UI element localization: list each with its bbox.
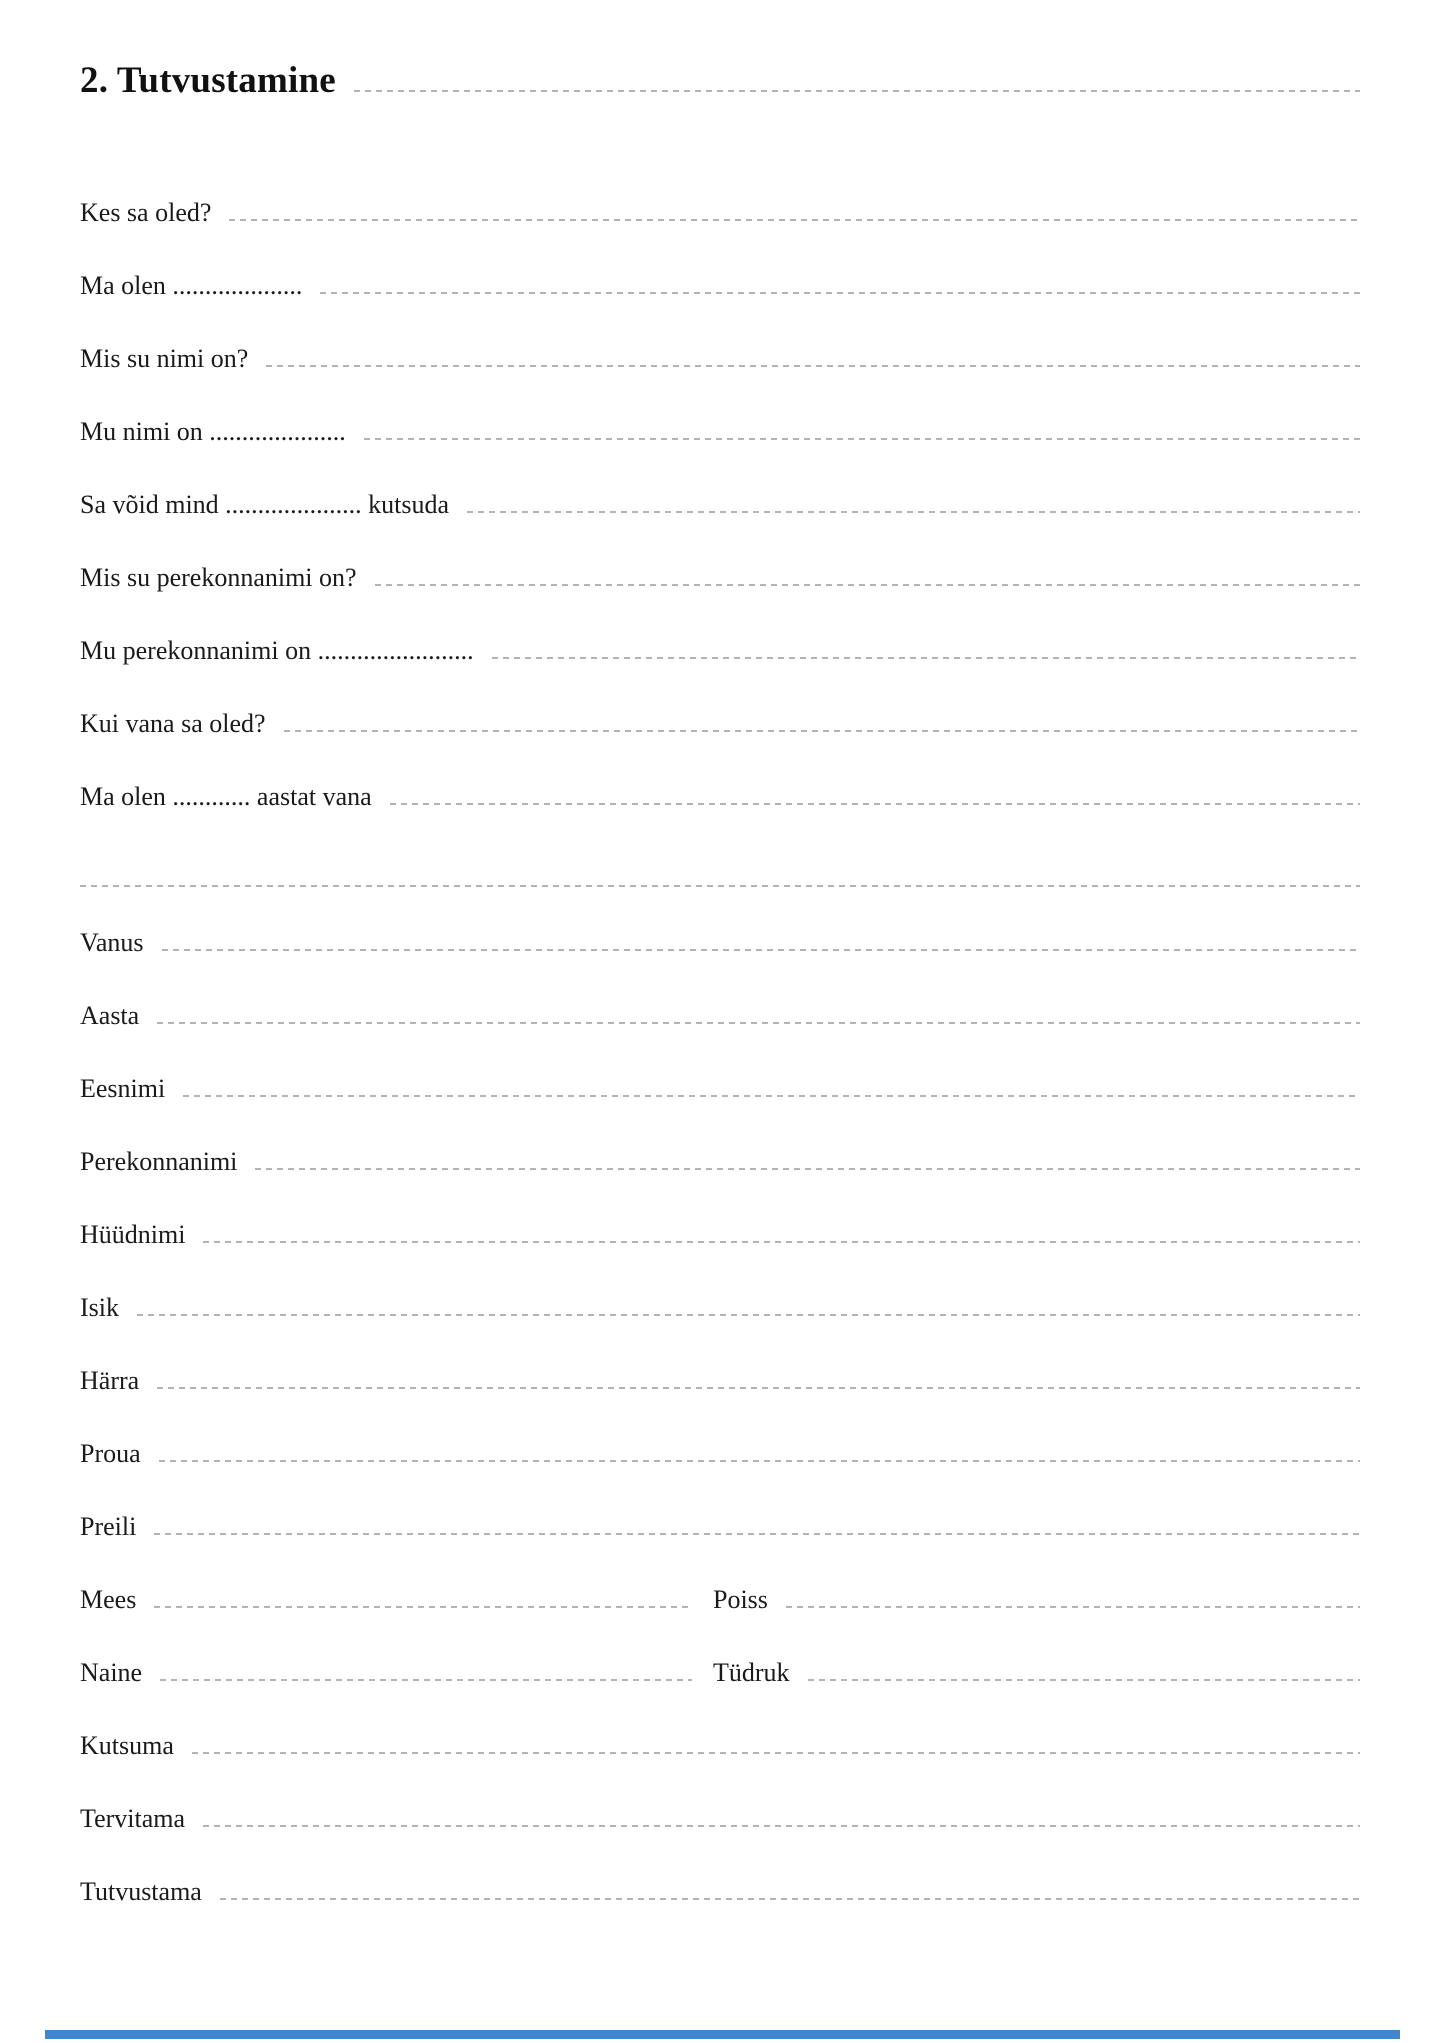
dotted-line — [492, 657, 1360, 659]
row-label: Mees — [80, 1585, 137, 1614]
worksheet-row — [80, 561, 1360, 634]
pair-right-cell — [713, 1656, 1360, 1729]
worksheet-row — [80, 1218, 1360, 1291]
dotted-line — [162, 949, 1360, 951]
dotted-line — [266, 365, 1360, 367]
row-label: Eesnimi — [80, 1074, 166, 1103]
heading-dotted-line — [354, 90, 1360, 92]
worksheet-row — [80, 999, 1360, 1072]
worksheet-row — [80, 1291, 1360, 1364]
dotted-line — [137, 1314, 1360, 1316]
row-label: Mis su perekonnanimi on? — [80, 563, 357, 592]
dotted-line — [364, 438, 1360, 440]
section-heading-row — [80, 0, 1360, 103]
worksheet-row — [80, 780, 1360, 853]
empty-divider-row — [80, 853, 1360, 926]
dotted-line — [808, 1679, 1360, 1681]
worksheet-row — [80, 634, 1360, 707]
vocabulary-two-column-section — [80, 1583, 1360, 1729]
dotted-line — [220, 1898, 1360, 1900]
row-label: Mis su nimi on? — [80, 344, 249, 373]
row-label: Vanus — [80, 928, 144, 957]
worksheet-row — [80, 1145, 1360, 1218]
row-label: Kes sa oled? — [80, 198, 212, 227]
dotted-line — [203, 1241, 1360, 1243]
dotted-line — [390, 803, 1360, 805]
dotted-line — [157, 1022, 1360, 1024]
row-label: Mu perekonnanimi on ........................ — [80, 636, 474, 665]
footer-bar — [45, 2030, 1400, 2039]
pair-left-cell — [80, 1583, 692, 1656]
row-label: Kutsuma — [80, 1731, 174, 1760]
worksheet-row — [80, 1802, 1360, 1875]
vocabulary-section — [80, 926, 1360, 1583]
row-label: Proua — [80, 1439, 141, 1468]
worksheet-row — [80, 1364, 1360, 1437]
dotted-line — [255, 1168, 1360, 1170]
row-label: Perekonnanimi — [80, 1147, 238, 1176]
row-label: Härra — [80, 1366, 140, 1395]
worksheet-row — [80, 1437, 1360, 1510]
worksheet-row — [80, 1072, 1360, 1145]
worksheet-row — [80, 196, 1360, 269]
dotted-line — [159, 1460, 1360, 1462]
worksheet-row — [80, 707, 1360, 780]
worksheet-pair-row — [80, 1656, 1360, 1729]
dotted-line — [203, 1825, 1360, 1827]
row-label: Tüdruk — [713, 1658, 790, 1687]
row-label: Tutvustama — [80, 1877, 202, 1906]
row-label: Naine — [80, 1658, 143, 1687]
row-label: Isik — [80, 1293, 119, 1322]
dotted-line — [467, 511, 1360, 513]
dotted-line — [229, 219, 1360, 221]
dotted-line — [160, 1679, 692, 1681]
dotted-line — [154, 1533, 1360, 1535]
row-label: Ma olen ............ aastat vana — [80, 782, 372, 811]
dotted-line — [786, 1606, 1360, 1608]
dotted-line — [183, 1095, 1360, 1097]
worksheet-row — [80, 342, 1360, 415]
row-label: Sa võid mind ..................... kutsuda — [80, 490, 450, 519]
row-label: Ma olen .................... — [80, 271, 303, 300]
pair-left-cell — [80, 1656, 692, 1729]
worksheet-row — [80, 926, 1360, 999]
dotted-line — [320, 292, 1360, 294]
vocabulary-tail-section — [80, 1729, 1360, 1948]
row-label: Tervitama — [80, 1804, 186, 1833]
worksheet-row — [80, 488, 1360, 561]
questions-section — [80, 196, 1360, 853]
dotted-line — [154, 1606, 692, 1608]
worksheet-row — [80, 1510, 1360, 1583]
worksheet-row — [80, 1729, 1360, 1802]
section-heading: 2. Tutvustamine — [80, 60, 336, 101]
row-label: Hüüdnimi — [80, 1220, 186, 1249]
worksheet-pair-row — [80, 1583, 1360, 1656]
worksheet-row — [80, 269, 1360, 342]
row-label: Mu nimi on ..................... — [80, 417, 346, 446]
dotted-line — [157, 1387, 1360, 1389]
divider-dotted-line — [80, 885, 1360, 887]
dotted-line — [192, 1752, 1360, 1754]
row-label: Kui vana sa oled? — [80, 709, 266, 738]
row-label: Preili — [80, 1512, 137, 1541]
pair-right-cell — [713, 1583, 1360, 1656]
row-label: Aasta — [80, 1001, 140, 1030]
worksheet-row — [80, 1875, 1360, 1948]
row-label: Poiss — [713, 1585, 768, 1614]
dotted-line — [375, 584, 1360, 586]
dotted-line — [284, 730, 1360, 732]
worksheet-row — [80, 415, 1360, 488]
